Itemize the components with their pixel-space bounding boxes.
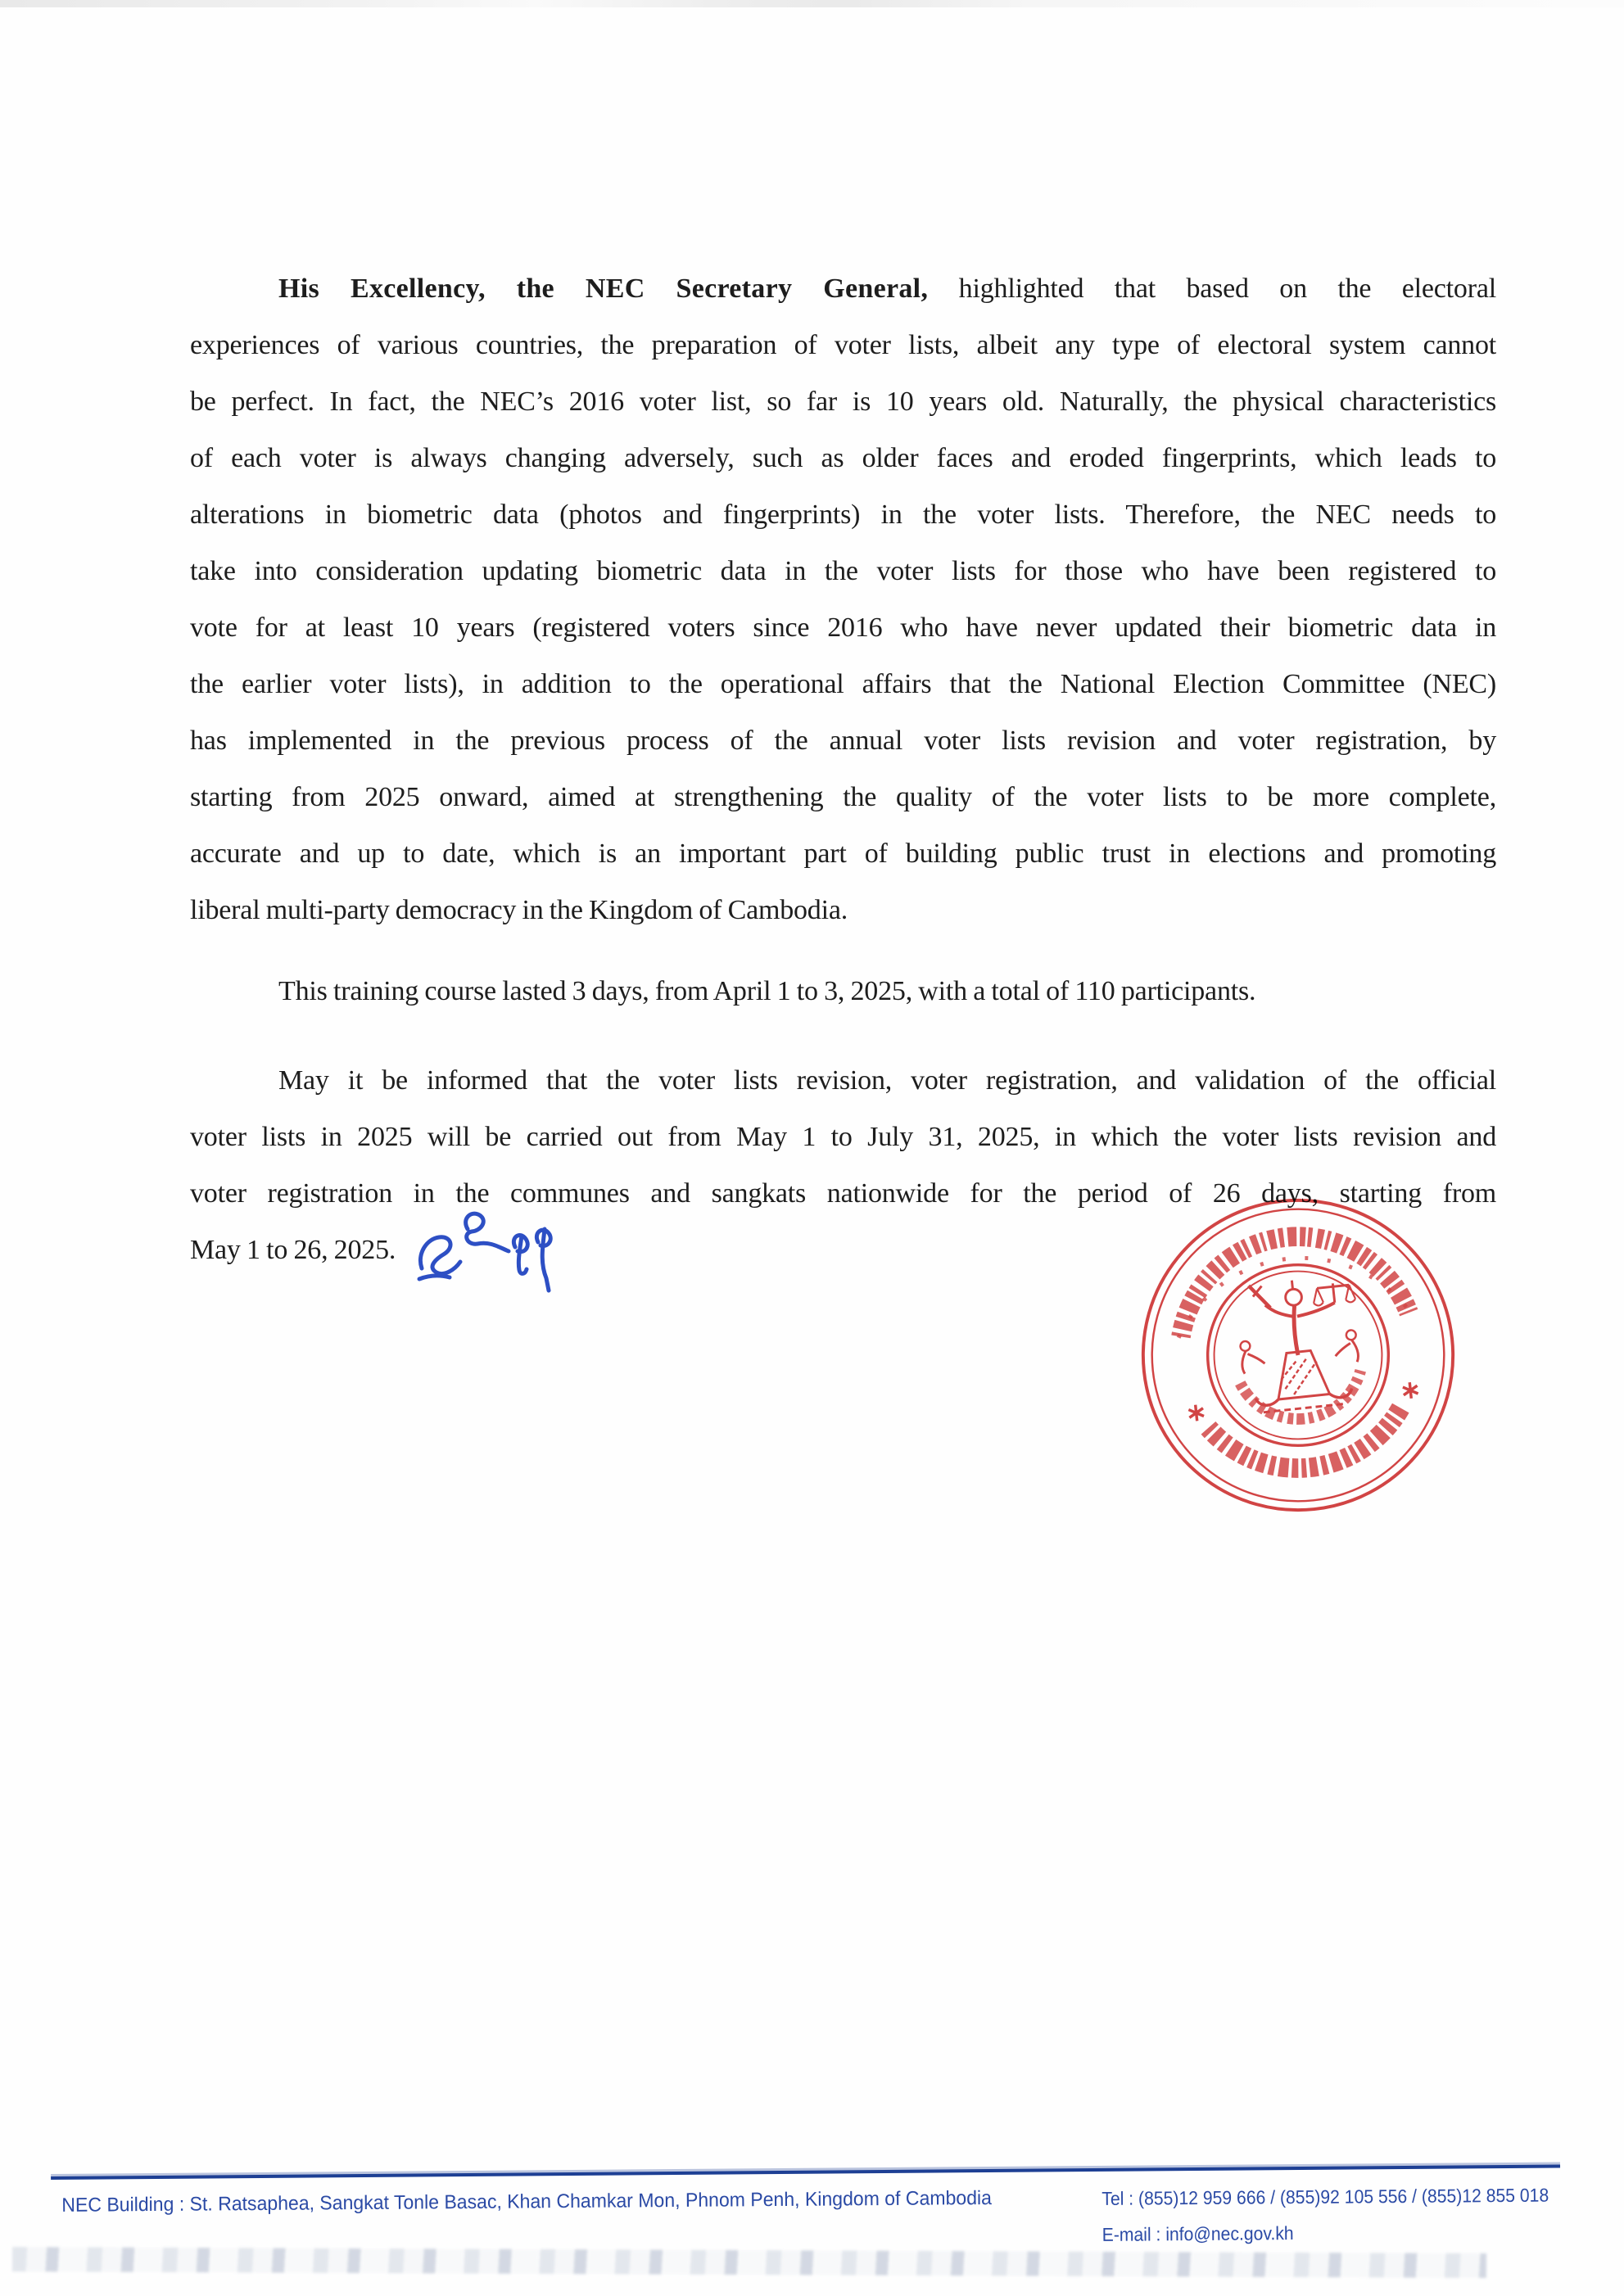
text-line: accurate and up to date, which is an important part of building public trust in elections and promoting: [190, 838, 1496, 869]
text-line: His Excellency, the NEC Secretary General, highlighted that based on the electoral: [278, 273, 1496, 304]
text-line: take into consideration updating biometric data in the voter lists for those who have been registered to: [190, 556, 1496, 586]
text-line: starting from 2025 onward, aimed at strengthening the quality of the voter lists to be more complete,: [190, 782, 1496, 812]
stamp-emblem: [1234, 1274, 1366, 1414]
signature-stroke: [419, 1276, 450, 1279]
text-line: This training course lasted 3 days, from April 1 to 3, 2025, with a total of 110 participants.: [278, 976, 1256, 1006]
stamp-star-right: [1402, 1381, 1418, 1399]
footer-email: E-mail : info@nec.gov.kh: [1102, 2222, 1294, 2245]
signature-stroke: [542, 1229, 549, 1290]
document-body: [190, 260, 1496, 1278]
text-line: the earlier voter lists), in addition to the operational affairs that the National Election Committee (NEC): [190, 669, 1496, 699]
text-line: voter registration in the communes and sangkats nationwide for the period of 26 days, starting from: [190, 1178, 1496, 1209]
signature-stroke: [420, 1237, 460, 1274]
text-line: liberal multi-party democracy in the Kingdom of Cambodia.: [190, 895, 848, 925]
text-line: vote for at least 10 years (registered voters since 2016 who have never updated their biometric data in: [190, 612, 1496, 643]
text-line: May it be informed that the voter lists revision, voter registration, and validation of the official: [278, 1065, 1496, 1096]
paragraph: [190, 260, 1496, 938]
text-line: experiences of various countries, the preparation of voter lists, albeit any type of electoral system cannot: [190, 330, 1496, 360]
scan-top-edge: [0, 0, 1624, 7]
signature-ink: [414, 1206, 565, 1300]
footer-rule: [51, 2165, 1560, 2180]
text-line: voter lists in 2025 will be carried out from May 1 to July 31, 2025, in which the voter lists revision and: [190, 1122, 1496, 1152]
bold-lead-in: His Excellency, the NEC Secretary General,: [278, 273, 929, 304]
text-line: May 1 to 26, 2025.: [190, 1235, 396, 1265]
signature-stroke: [466, 1214, 509, 1251]
stamp-bottom-text-arc: [1208, 1408, 1405, 1478]
nec-official-stamp: [1137, 1194, 1459, 1516]
text-line: of each voter is always changing adversely, such as older faces and eroded fingerprints, which leads to: [190, 443, 1496, 473]
footer-tel: Tel : (855)12 959 666 / (855)92 105 556 / (855)12 855 018: [1102, 2184, 1549, 2209]
text-line: has implemented in the previous process of the annual voter lists revision and voter registration, by: [190, 725, 1496, 756]
stamp-star-left: [1188, 1404, 1205, 1421]
footer-address: NEC Building : St. Ratsaphea, Sangkat Tonle Basac, Khan Chamkar Mon, Phnom Penh, Kingdom of Cambodia: [61, 2186, 992, 2217]
text-line: alterations in biometric data (photos and fingerprints) in the voter lists. Therefore, the NEC needs to: [190, 499, 1496, 530]
paragraph: [190, 963, 1496, 1019]
text-line: be perfect. In fact, the NEC’s 2016 voter list, so far is 10 years old. Naturally, the physical characteristics: [190, 386, 1496, 417]
